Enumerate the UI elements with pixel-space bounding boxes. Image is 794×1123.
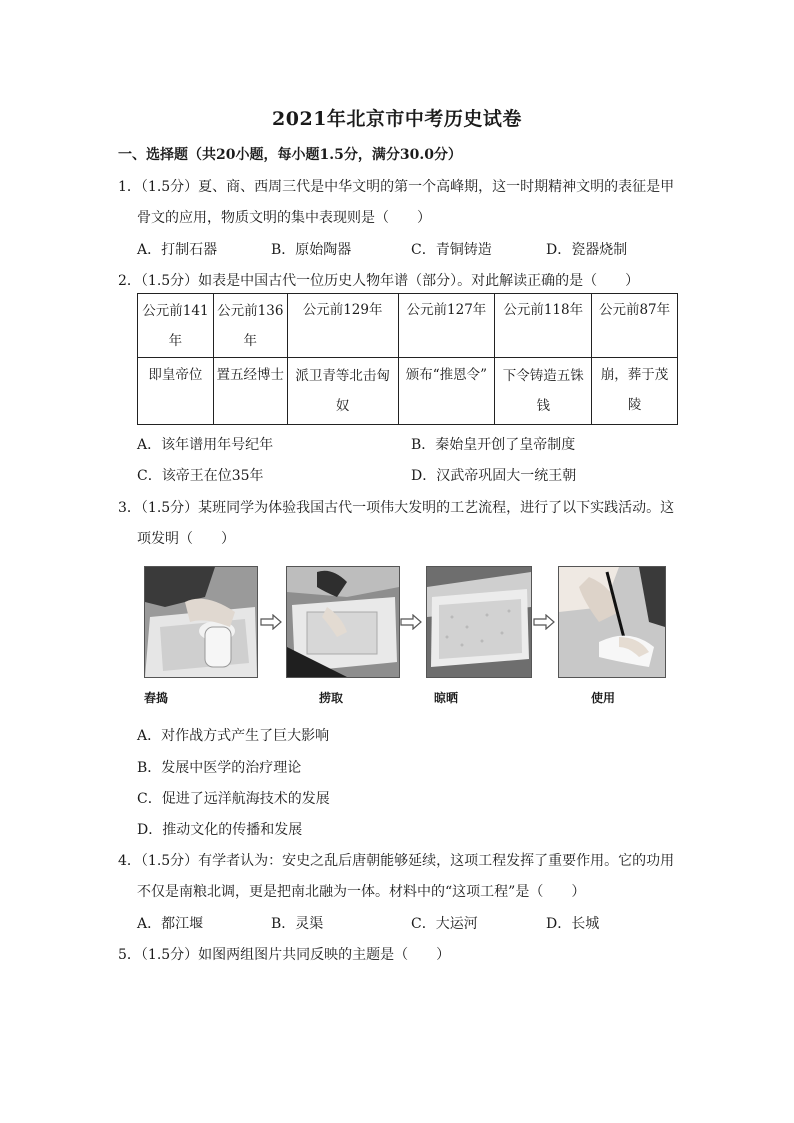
table-cell: 公元前127年 [398, 294, 495, 358]
q2-line1: 2．（1.5分）如表是中国古代一位历史人物年谱（部分）。对此解读正确的是（ ） [118, 273, 640, 289]
q1-option-d: D．瓷器烧制 [546, 242, 628, 258]
q5-line1: 5．（1.5分）如图两组图片共同反映的主题是（ ） [118, 947, 451, 963]
q2-option-b: B．秦始皇开创了皇帝制度 [411, 437, 576, 453]
table-row [138, 294, 678, 358]
q3-line1: 3．（1.5分）某班同学为体验我国古代一项伟大发明的工艺流程，进行了以下实践活动。这 [118, 500, 675, 516]
table-row [138, 358, 678, 425]
biography-table [137, 293, 678, 425]
right-arrow-icon [260, 614, 282, 630]
table-cell: 公元前87年 [592, 294, 678, 358]
table-cell: 颁布“推恩令” [398, 358, 495, 425]
table-cell: 下令铸造五铢 钱 [495, 358, 592, 425]
scooping-photo [286, 566, 400, 678]
table-cell: 置五经博士 [213, 358, 287, 425]
pounding-photo [144, 566, 258, 678]
q3-line2: 项发明（ ） [137, 531, 235, 547]
right-arrow-icon [400, 614, 422, 630]
q3-option-b: B．发展中医学的治疗理论 [137, 760, 302, 776]
caption-pounding: 舂捣 [144, 691, 169, 705]
q4-line2: 不仅是南粮北调，更是把南北融为一体。材料中的“这项工程”是（ ） [137, 884, 586, 900]
q2-option-d: D．汉武帝巩固大一统王朝 [411, 468, 577, 484]
q1-option-c: C．青铜铸造 [411, 242, 492, 258]
caption-drying: 晾晒 [434, 691, 459, 705]
q4-option-b: B．灵渠 [271, 916, 324, 932]
caption-scooping: 捞取 [319, 691, 344, 705]
q3-option-c: C．促进了远洋航海技术的发展 [137, 791, 330, 807]
table-cell: 派卫青等北击匈 奴 [287, 358, 398, 425]
q2-option-a: A．该年谱用年号纪年 [137, 437, 274, 453]
q3-option-d: D．推动文化的传播和发展 [137, 822, 303, 838]
caption-using: 使用 [591, 691, 616, 705]
table-cell: 公元前141 年 [138, 294, 214, 358]
q2-option-c: C．该帝王在位35年 [137, 468, 264, 484]
q4-option-d: D．长城 [546, 916, 600, 932]
q1-line2: 骨文的应用，物质文明的集中表现则是（ ） [137, 210, 431, 226]
q3-option-a: A．对作战方式产生了巨大影响 [137, 728, 330, 744]
section-heading: 一、选择题（共20小题，每小题1.5分，满分30.0分） [118, 147, 462, 163]
q1-option-b: B．原始陶器 [271, 242, 352, 258]
table-cell: 崩，葬于茂陵 [592, 358, 678, 425]
right-arrow-icon [533, 614, 555, 630]
drying-photo [426, 566, 532, 678]
q4-option-a: A．都江堰 [137, 916, 204, 932]
page-title: 2021年北京市中考历史试卷 [272, 108, 522, 130]
q4-option-c: C．大运河 [411, 916, 478, 932]
table-cell: 公元前118年 [495, 294, 592, 358]
table-cell: 公元前136 年 [213, 294, 287, 358]
table-cell: 即皇帝位 [138, 358, 214, 425]
table-cell: 公元前129年 [287, 294, 398, 358]
q1-line1: 1．（1.5分）夏、商、西周三代是中华文明的第一个高峰期，这一时期精神文明的表征是甲 [118, 179, 675, 195]
using-photo [558, 566, 666, 678]
q1-option-a: A．打制石器 [137, 242, 218, 258]
q4-line1: 4．（1.5分）有学者认为：安史之乱后唐朝能够延续，这项工程发挥了重要作用。它的功用 [118, 853, 675, 869]
